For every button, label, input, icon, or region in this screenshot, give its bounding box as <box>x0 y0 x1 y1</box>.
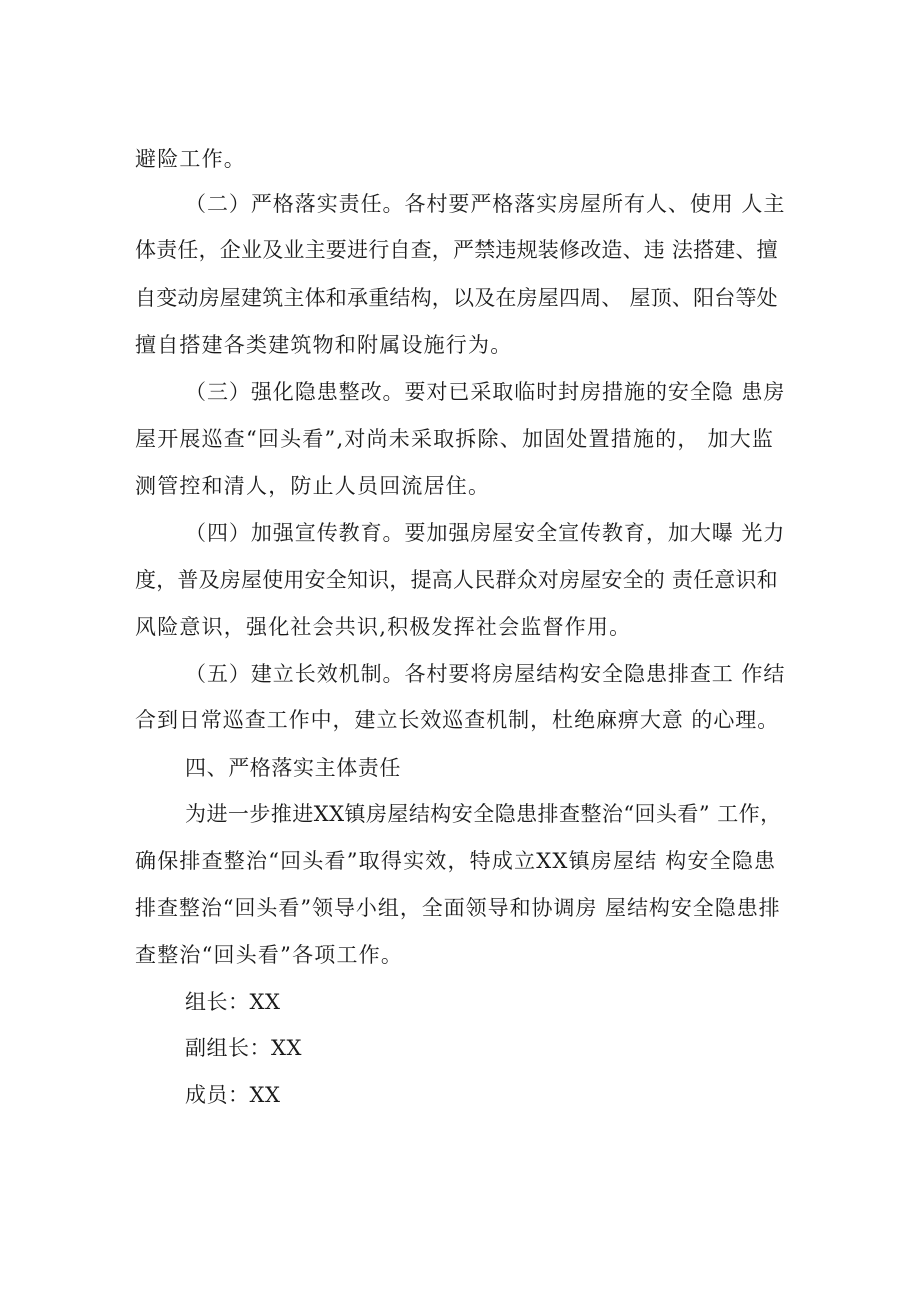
text-line: 擅自搭建各类建筑物和附属设施行为。 <box>135 333 513 357</box>
text-line: 测管控和清人，防止人员回流居住。 <box>135 474 491 498</box>
text-line: 查整治“回头看”各项工作。 <box>135 943 404 967</box>
section-heading: 四、严格落实主体责任 <box>185 756 401 780</box>
group-members: 成员：XX <box>185 1083 281 1107</box>
group-leader: 组长：XX <box>185 990 281 1014</box>
text-line: 自变动房屋建筑主体和承重结构，以及在房屋四周、 屋顶、阳台等处 <box>135 286 778 310</box>
text-line: （五）建立长效机制。各村要将房屋结构安全隐患排查工 作结 <box>185 662 786 686</box>
text-line: 避险工作。 <box>135 147 246 171</box>
text-line: 确保排查整治“回头看”取得实效，特成立XX镇房屋结 构安全隐患 <box>135 849 777 873</box>
text-line: 排查整治“回头看”领导小组，全面领导和协调房 屋结构安全隐患排 <box>135 896 781 920</box>
text-line: 风险意识，强化社会共识,积极发挥社会监督作用。 <box>135 615 632 639</box>
text-line: （四）加强宣传教育。要加强房屋安全宣传教育，加大曝 光力 <box>185 521 786 545</box>
text-line: 屋开展巡查“回头看”,对尚未采取拆除、加固处置措施的， 加大监 <box>135 427 775 451</box>
text-line: 度，普及房屋使用安全知识，提高人民群众对房屋安全的 责任意识和 <box>135 568 778 592</box>
text-line: （二）严格落实责任。各村要严格落实房屋所有人、使用 人主 <box>185 192 786 216</box>
text-line: 为进一步推进XX镇房屋结构安全隐患排查整治“回头看” 工作， <box>185 802 782 826</box>
text-line: 体责任，企业及业主要进行自查，严禁违规装修改造、违 法搭建、擅 <box>135 238 778 262</box>
deputy-group-leader: 副组长：XX <box>185 1036 302 1060</box>
text-line: （三）强化隐患整改。要对已采取临时封房措施的安全隐 患房 <box>185 380 786 404</box>
text-line: 合到日常巡查工作中，建立长效巡查机制，杜绝麻痹大意 的心理。 <box>135 708 780 732</box>
